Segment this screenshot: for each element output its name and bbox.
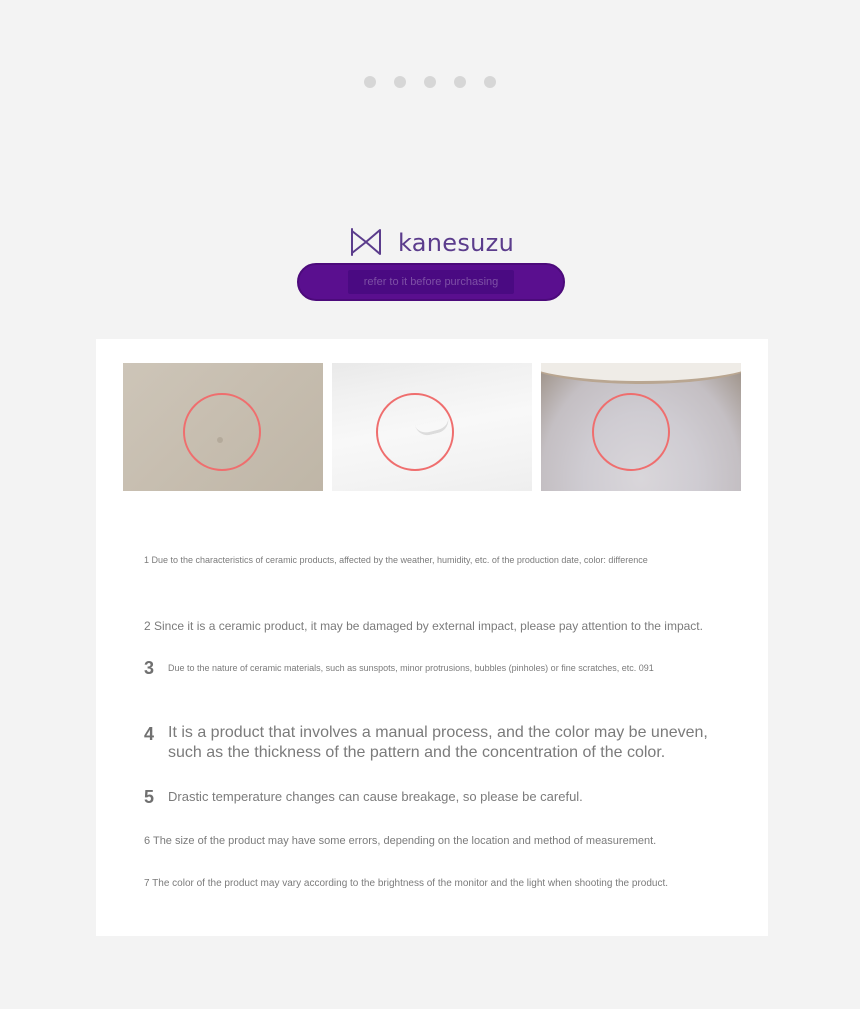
brand-name: kanesuzu [398, 229, 515, 257]
caution-note-text: 2 Since it is a ceramic product, it may be damaged by external impact, please pay attention to the impact. [144, 619, 703, 633]
caution-note-number: 5 [144, 787, 155, 807]
caution-note-text: 1 Due to the characteristics of ceramic products, affected by the weather, humidity, etc. of the production date, color: difference [144, 555, 648, 565]
caution-note-number: 3 [144, 658, 155, 678]
caution-note [144, 619, 703, 633]
caution-note-text: 7 The color of the product may vary according to the brightness of the monitor and the light when shooting the product. [144, 878, 669, 889]
caution-note [144, 878, 668, 889]
carousel-dot[interactable] [454, 76, 466, 88]
caution-note-text: Drastic temperature changes can cause breakage, so please be careful. [168, 789, 583, 804]
brand-logo [350, 226, 514, 258]
notice-banner [297, 263, 565, 301]
carousel-dots [364, 76, 496, 88]
caution-notes [96, 339, 768, 936]
caution-note-number: 4 [144, 724, 155, 744]
notice-label: refer to it before purchasing [348, 270, 515, 294]
caution-note [144, 723, 728, 763]
caution-note [144, 835, 656, 847]
carousel-dot[interactable] [484, 76, 496, 88]
caution-note [144, 786, 583, 808]
caution-note-text: Due to the nature of ceramic materials, such as sunspots, minor protrusions, bubbles (pinholes) or fine scratches, etc. 091 [168, 663, 654, 673]
carousel-dot[interactable] [394, 76, 406, 88]
caution-note-text: 6 The size of the product may have some errors, depending on the location and method of measurement. [144, 835, 657, 847]
caution-note [144, 555, 648, 565]
caution-note-text: It is a product that involves a manual process, and the color may be uneven, such as the thickness of the pattern and the concentration of the color. [168, 724, 708, 761]
carousel-dot[interactable] [364, 76, 376, 88]
carousel-dot[interactable] [424, 76, 436, 88]
caution-note [144, 657, 654, 679]
kanesuzu-logo-icon [350, 226, 382, 258]
product-caution-panel [96, 339, 768, 936]
